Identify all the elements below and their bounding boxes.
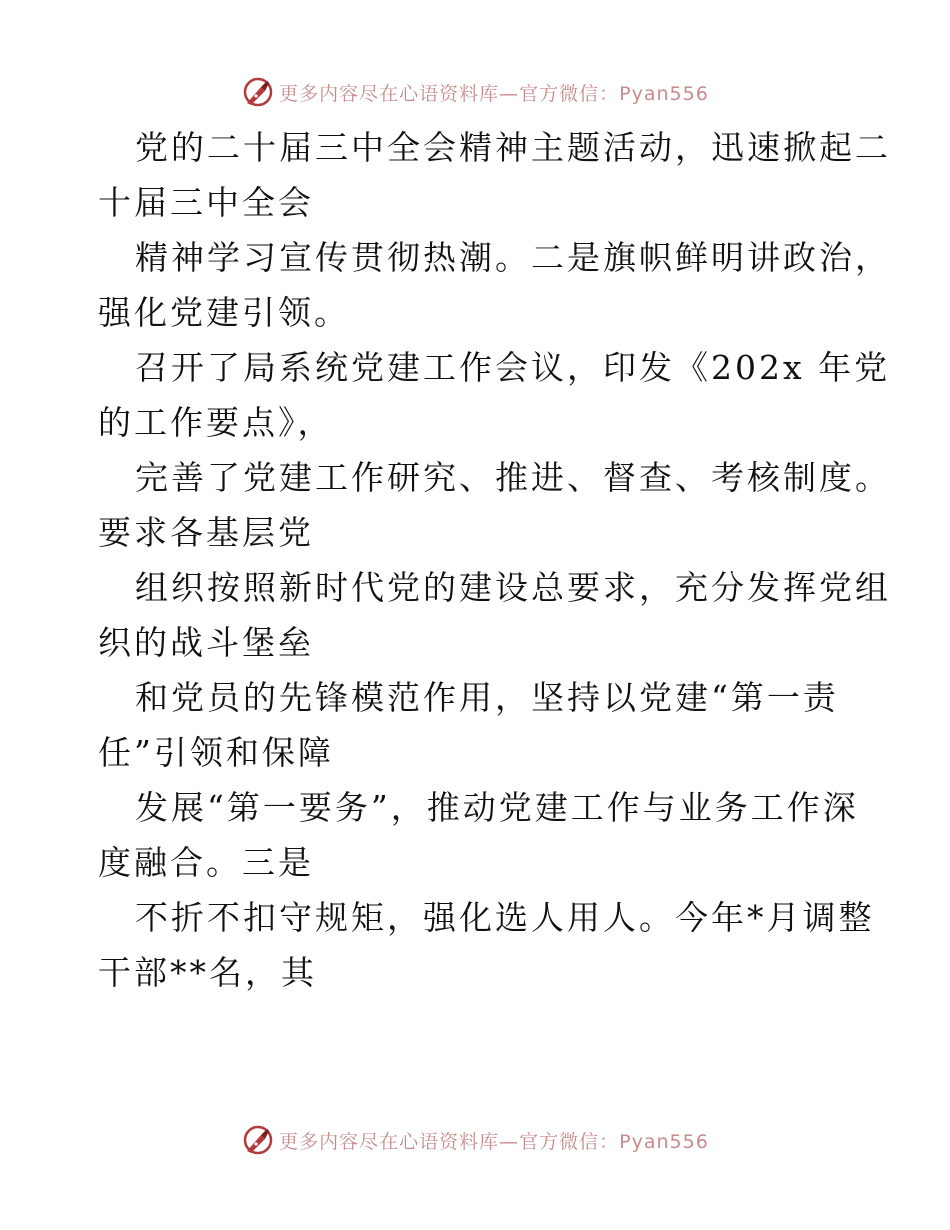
- text-line: 度融合。三是: [98, 843, 314, 882]
- footer-watermark: [0, 1120, 950, 1160]
- text-line: 召开了局系统党建工作会议，印发《202x 年党: [135, 348, 891, 387]
- text-line: 不折不扣守规矩，强化选人用人。今年*月调整: [135, 898, 875, 937]
- text-line: 和党员的先锋模范作用，坚持以党建“第一责: [135, 678, 839, 717]
- text-line: 发展“第一要务”，推动党建工作与业务工作深: [135, 788, 859, 827]
- fountain-pen-logo-icon: [241, 1123, 275, 1157]
- fountain-pen-logo-icon: [241, 75, 275, 109]
- text-line: 的工作要点》，: [98, 403, 334, 442]
- document-body: [98, 120, 891, 1000]
- text-line: 党的二十届三中全会精神主题活动，迅速掀起二: [135, 128, 891, 167]
- text-line: 强化党建引领。: [98, 293, 350, 332]
- text-line: 精神学习宣传贯彻热潮。二是旗帜鲜明讲政治，: [135, 238, 891, 277]
- text-line: 任”引领和保障: [98, 733, 334, 772]
- text-line: 要求各基层党: [98, 513, 314, 552]
- watermark-text: 更多内容尽在心语资料库—官方微信：Pyan556: [279, 1130, 709, 1153]
- header-watermark: [0, 72, 950, 112]
- watermark-text: 更多内容尽在心语资料库—官方微信：Pyan556: [279, 82, 709, 105]
- text-line: 十届三中全会: [98, 183, 314, 222]
- text-line: 织的战斗堡垒: [98, 623, 314, 662]
- text-line: 组织按照新时代党的建设总要求，充分发挥党组: [135, 568, 891, 607]
- text-line: 干部**名，其: [98, 953, 317, 992]
- text-line: 完善了党建工作研究、推进、督查、考核制度。: [135, 458, 891, 497]
